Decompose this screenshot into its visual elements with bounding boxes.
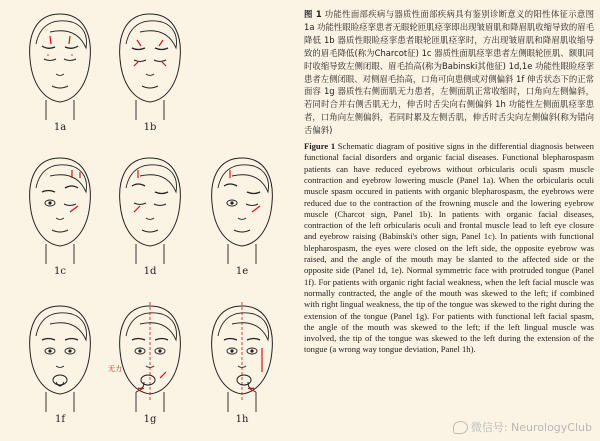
face-drawing [10, 296, 110, 414]
face-drawing [192, 148, 292, 266]
panel-1c [10, 148, 110, 288]
panel-1h [192, 296, 292, 436]
face-drawing [10, 148, 110, 266]
face-drawing [10, 4, 110, 122]
face-drawing [100, 296, 200, 414]
caption-en-text: Schematic diagram of positive signs in the differential diagnosis between functional facial disorders and organic facial diseases. Functional blepharospasm patients can have reduced eyebrows without orbicularis oculi spasm muscle contraction and eyebrow lowering muscle (Panel 1a). When the orbicularis oculi muscle spasm occured in patients with organic blepharospasm, the eyebrows were reduced due to the contraction of the frowning muscle and the lowering eyebrow muscle (Charcot sign, Panel 1b). In patients with organic facial diseases, contraction of the left orbicularis oculi and frontal muscle lead to left eye closure and eyebrow raising (Babinski's other sign, Panel 1c). In patients with functional blepharospasm, the eyes were closed on the left side, the opposite eyebrow was raised, and the angle of the mouth may be slanted to the affected side or the opposite side (Panel 1d, 1e). Normal symmetric face with protruded tongue (Panel 1f). For patients with organic right facial weakness, when the left facial muscle was normally contracted, the angle of the mouth was skewed to the left; if combined with right lingual weakness, the tip of the tongue was skewed to the right during the extension of the tongue (Panel 1g). For patients with functional left facial spasm, the angle of the mouth was skewed to the left; if the left lingual muscle was involved, the tip of the tongue was skewed to the left during the extension of the tongue (a wrong way tongue deviation, Panel 1h). [304, 141, 594, 355]
caption-cn-text: 功能性面部疾病与器质性面部疾病具有鉴别诊断意义的阳性体征示意图 1a 功能性眼睑痉挛患者无眼轮匝肌痉挛即出现皱眉肌和降眉肌收缩导致的眉毛降低 1b 器质性眼睑痉挛患者眼轮匝肌痉挛时，方出现皱眉肌和降眉肌收缩导致的眉毛降低(称为Charcot征) 1c 器质性面肌痉挛患者左侧眼轮匝肌、额肌同时收缩导致左侧闭眼、眉毛抬高(称为Babinski其他征) 1d,1e 功能性眼睑痉挛患者左侧闭眼、对侧眉毛抬高，口角可向患侧或对侧偏斜 1f 伸舌状态下的正常面容 1g 器质性右侧面肌无力患者，左侧面肌正常收缩时，口角向左侧偏斜，若同时合并右侧舌肌无力，伸舌时舌尖向右侧偏斜 1h 功能性左侧面肌痉挛患者，口角向左侧偏斜，若同时累及左侧舌肌，伸舌时舌尖向左侧偏斜(称为错向舌偏斜) [304, 9, 594, 136]
figure-caption [304, 8, 594, 356]
panel-1a [10, 4, 110, 144]
panel-label: 1f [54, 414, 66, 425]
caption-cn-label: 图 1 [304, 9, 322, 19]
caption-english [304, 141, 594, 356]
watermark [453, 419, 592, 435]
face-drawing [100, 148, 200, 266]
panel-label: 1g [143, 414, 157, 425]
caption-en-label: Figure 1 [304, 141, 336, 152]
panel-1e [192, 148, 292, 288]
panel-label: 1a [53, 122, 67, 133]
face-drawing [100, 4, 200, 122]
panel-1g [100, 296, 200, 436]
panel-1f [10, 296, 110, 436]
panel-1d [100, 148, 200, 288]
panel-label: 1b [143, 122, 157, 133]
panel-1b [100, 4, 200, 144]
weakness-label: 无力 [108, 365, 122, 373]
panel-label: 1d [143, 266, 157, 277]
panel-label: 1c [54, 266, 66, 277]
panel-label: 1e [235, 266, 249, 277]
face-drawing [192, 296, 292, 414]
watermark-text: 微信号: NeurologyClub [470, 421, 592, 434]
caption-chinese [304, 8, 594, 137]
panel-label: 1h [235, 414, 249, 425]
wechat-icon [453, 421, 468, 434]
